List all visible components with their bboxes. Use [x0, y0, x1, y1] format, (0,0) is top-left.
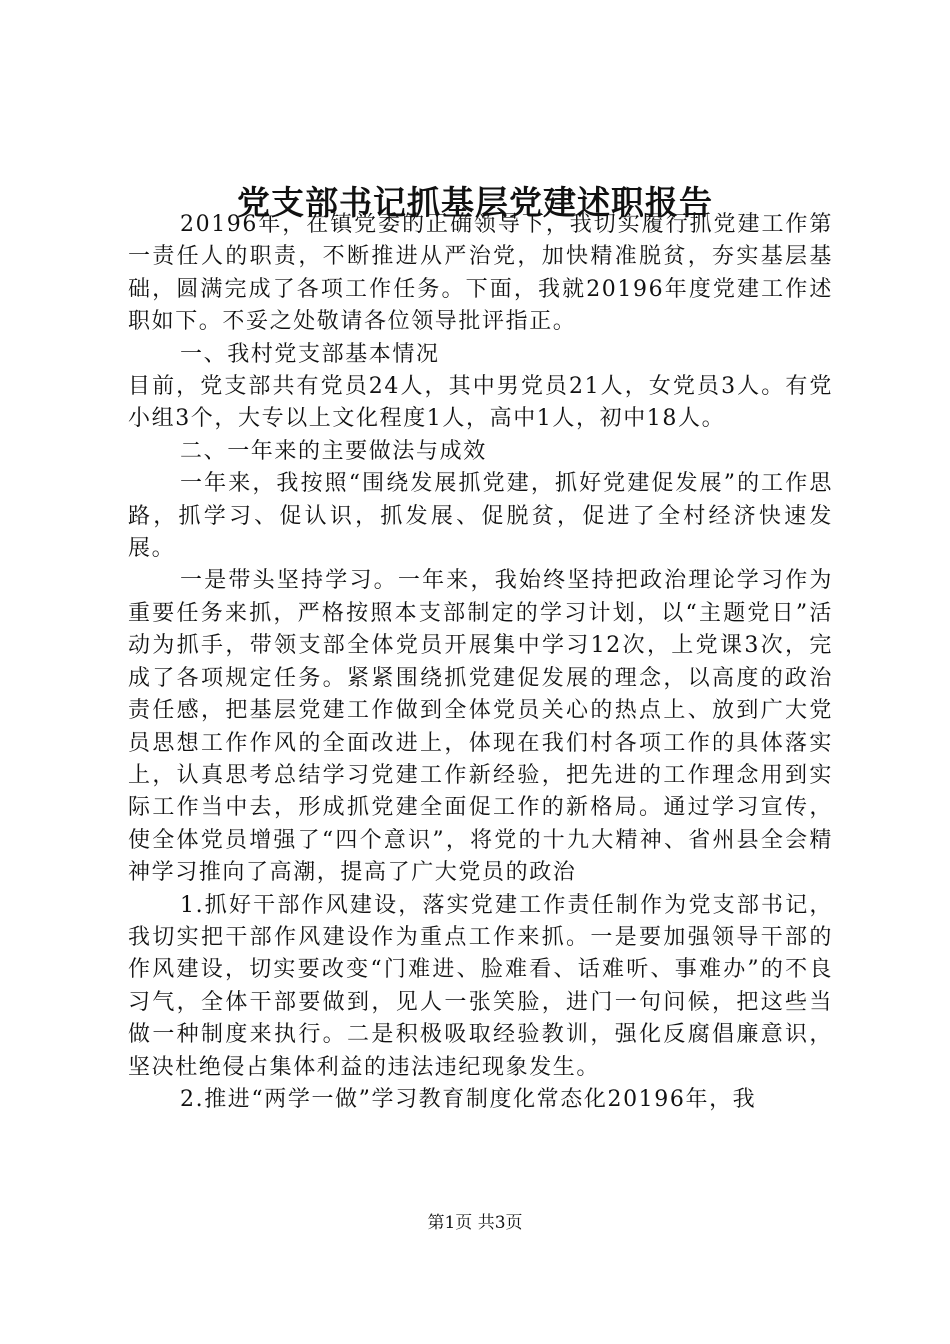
section-heading-1: 一、我村党支部基本情况 [180, 341, 440, 367]
document-body [128, 209, 833, 1116]
two-studies-paragraph: 2.推进“两学一做”学习教育制度化常态化20196年，我 [180, 1086, 757, 1112]
member-stats-paragraph: 目前，党支部共有党员24人，其中男党员21人，女党员3人。有党小组3个，大专以上文化程度1人，高中1人，初中18人。 [128, 374, 833, 432]
cadre-style-paragraph: 1.抓好干部作风建设，落实党建工作责任制作为党支部书记，我切实把干部作风建设作为重点工作来抓。一是要加强领导干部的作风建设，切实要改变“门难进、脸难看、话难听、事难办”的不良习气，全体干部要做到，见人一张笑脸，进门一句问候，把这些当做一种制度来执行。二是积极吸取经验教训，强化反腐倡廉意识，坚决杜绝侵占集体利益的违法违纪现象发生。 [128, 892, 833, 1080]
document-title: 党支部书记抓基层党建述职报告 [237, 183, 713, 222]
page-number-footer: 第1页 共3页 [427, 1213, 523, 1233]
overview-paragraph: 一年来，我按照“围绕发展抓党建，抓好党建促发展”的工作思路，抓学习、促认识，抓发展、促脱贫，促进了全村经济快速发展。 [128, 471, 833, 562]
intro-paragraph: 20196年，在镇党委的正确领导下，我切实履行抓党建工作第一责任人的职责，不断推进从严治党，加快精准脱贫，夯实基层基础，圆满完成了各项工作任务。下面，我就20196年度党建工作述职如下。不妥之处敬请各位领导批评指正。 [128, 212, 833, 335]
study-paragraph: 一是带头坚持学习。一年来，我始终坚持把政治理论学习作为重要任务来抓，严格按照本支部制定的学习计划，以“主题党日”活动为抓手，带领支部全体党员开展集中学习12次，上党课3次，完成了各项规定任务。紧紧围绕抓党建促发展的理念，以高度的政治责任感，把基层党建工作做到全体党员关心的热点上、放到广大党员思想工作作风的全面改进上，体现在我们村各项工作的具体落实上，认真思考总结学习党建工作新经验，把先进的工作理念用到实际工作当中去，形成抓党建全面促工作的新格局。通过学习宣传，使全体党员增强了“四个意识”，将党的十九大精神、省州县全会精神学习推向了高潮，提高了广大党员的政治 [128, 568, 833, 886]
section-heading-2: 二、一年来的主要做法与成效 [180, 438, 487, 464]
